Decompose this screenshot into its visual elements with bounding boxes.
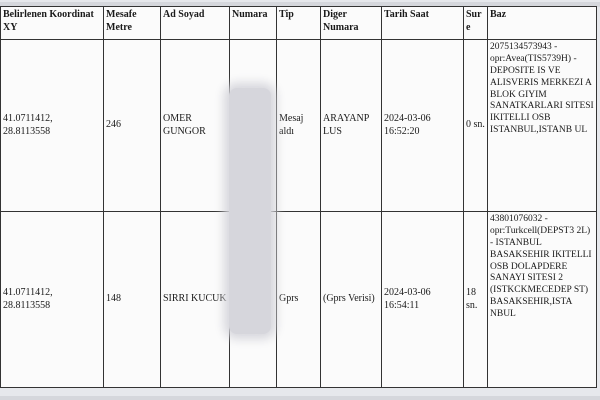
header-other-number: Diger Numara <box>321 7 382 40</box>
cell-coordinate: 41.0711412, 28.8113558 <box>1 212 104 388</box>
cell-type: Mesaj aldı <box>277 40 321 212</box>
cell-duration: 18 sn. <box>464 212 488 388</box>
background-text-line <box>0 396 600 400</box>
table-row <box>1 212 597 388</box>
records-table <box>0 6 597 388</box>
header-base: Baz <box>488 7 597 40</box>
redaction-block <box>229 88 271 334</box>
cell-distance: 148 <box>104 212 161 388</box>
header-distance: Mesafe Metre <box>104 7 161 40</box>
header-datetime: Tarih Saat <box>382 7 464 40</box>
cell-duration: 0 sn. <box>464 40 488 212</box>
cell-type: Gprs <box>277 212 321 388</box>
cell-other-number: ARAYANP LUS <box>321 40 382 212</box>
cell-other-number: (Gprs Verisi) <box>321 212 382 388</box>
header-name: Ad Soyad <box>161 7 230 40</box>
header-coordinate: Belirlenen Koordinat XY <box>1 7 104 40</box>
cell-name: SIRRI KUCUK <box>161 212 230 388</box>
cell-base: 2075134573943 - opr:Avea(TIS5739H) - DEPOSITE IS VE ALISVERIS MERKEZI A BLOK GIYIM SANATKARLARI SITESI IKITELLI OSB ISTANBUL,ISTANB UL <box>488 40 597 212</box>
cell-distance: 246 <box>104 40 161 212</box>
cell-datetime: 2024-03-06 16:52:20 <box>382 40 464 212</box>
cell-name: OMER GUNGOR <box>161 40 230 212</box>
header-number: Numara <box>230 7 277 40</box>
table-header-row <box>1 7 597 40</box>
header-type: Tip <box>277 7 321 40</box>
header-duration: Sur e <box>464 7 488 40</box>
cell-coordinate: 41.0711412, 28.8113558 <box>1 40 104 212</box>
table-row <box>1 40 597 212</box>
cell-base: 43801076032 - opr:Turkcell(DEPST3 2L) - ISTANBUL BASAKSEHIR IKITELLI OSB DOLAPDERE SANAYI SITESI 2 (ISTKCKMECEDEP ST) BASAKSEHIR,ISTA NBUL <box>488 212 597 388</box>
cell-datetime: 2024-03-06 16:54:11 <box>382 212 464 388</box>
